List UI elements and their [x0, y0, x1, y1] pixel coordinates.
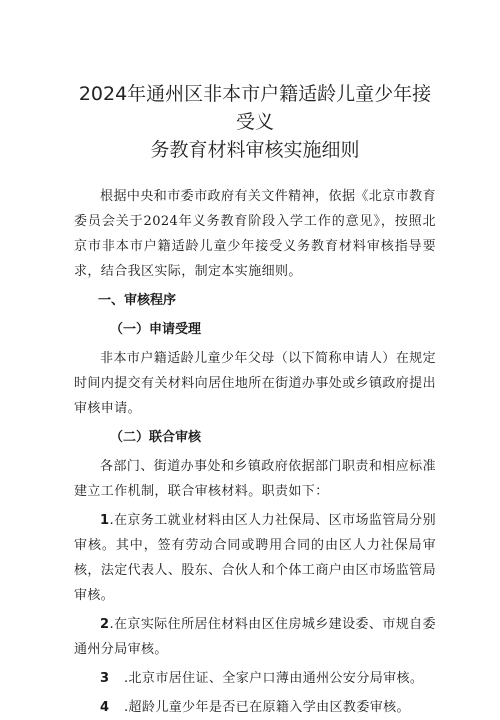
- item-text: .北京市居住证、全家户口薄由通州公安分局审核。: [124, 671, 424, 686]
- item-number: 4: [100, 700, 110, 715]
- item-number: 3: [100, 671, 110, 686]
- item-text: .在京实际住所居住材料由区住房城乡建设委、市规自委通州分局审核。: [74, 617, 436, 657]
- item-text: .在京务工就业材料由区人力社保局、区市场监管局分别审核。其中，签有劳动合同或聘用合同的由区人力社保局审核，法定代表人、股东、合伙人和个体工商户由区市场监管局审核。: [74, 513, 436, 603]
- document-title: [74, 80, 436, 164]
- intro-paragraph: 根据中央和市委市政府有关文件精神，依据《北京市教育委员会关于2024年义务教育阶段入学工作的意见》，按照北京市非本市户籍适龄儿童少年接受义务教育材料审核指导要求，结合我区实际，制定本实施细则。: [74, 189, 436, 279]
- title-line-2: 务教育材料审核实施细则: [150, 139, 360, 161]
- joint-review-paragraph: 各部门、街道办事处和乡镇政府依据部门职责和相应标准建立工作机制，联合审核材料。职责如下：: [74, 459, 436, 499]
- list-item: [74, 666, 436, 691]
- title-line-1: 2024年通州区非本市户籍适龄儿童少年接受义: [78, 83, 432, 133]
- list-item: [74, 695, 436, 720]
- item-number: 1: [100, 513, 110, 528]
- item-number: 2: [100, 617, 110, 632]
- subsection-heading-joint-review: （二）联合审核: [110, 430, 202, 445]
- subsection-heading-application: （一）申请受理: [110, 322, 202, 337]
- item-text: .超龄儿童少年是否已在原籍入学由区教委审核。: [124, 700, 410, 715]
- section-heading-review-procedure: 一、审核程序: [98, 293, 177, 308]
- list-item: [74, 612, 436, 662]
- list-item: [74, 508, 436, 608]
- application-paragraph: 非本市户籍适龄儿童少年父母（以下简称申请人）在规定时间内提交有关材料向居住地所在街道办事处或乡镇政府提出审核申请。: [74, 351, 436, 416]
